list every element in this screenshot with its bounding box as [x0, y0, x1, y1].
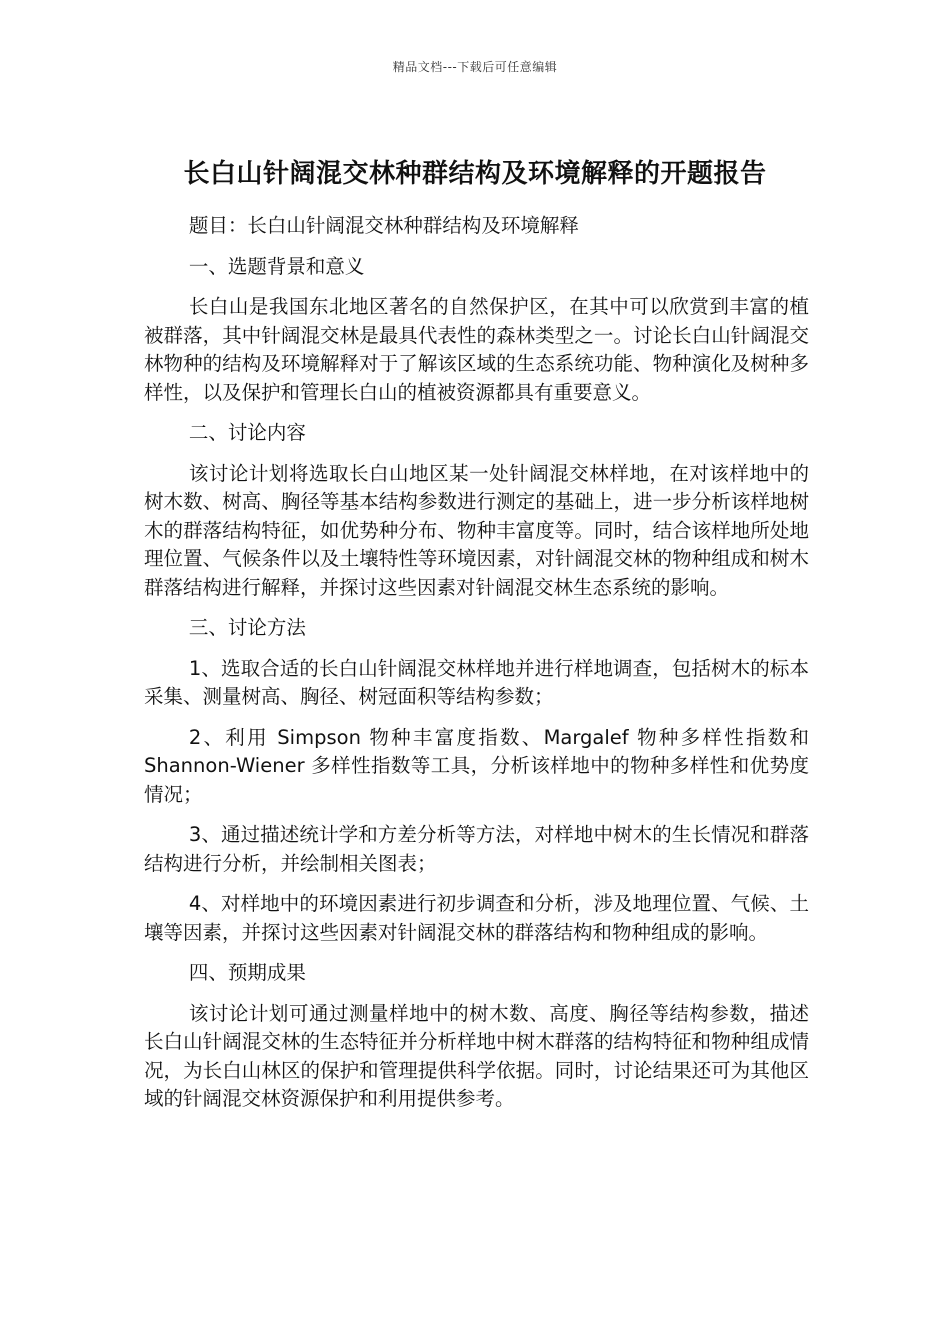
method-item-1: 1、选取合适的长白山针阔混交林样地并进行样地调查，包括树木的标本采集、测量树高、胸径、树冠面积等结构参数； [144, 656, 809, 708]
document-body [144, 212, 809, 1126]
method-item-2: 2、利用 Simpson 物种丰富度指数、Margalef 物种多样性指数和 Shannon-Wiener 多样性指数等工具，分析该样地中的物种多样性和优势度情况； [144, 725, 809, 806]
page-header-note: 精品文档---下载后可任意编辑 [392, 60, 558, 74]
section-heading-content: 二、讨论内容 [188, 421, 306, 444]
section-heading-background: 一、选题背景和意义 [188, 254, 365, 278]
section-heading-outcomes: 四、预期成果 [188, 961, 306, 984]
method-item-4: 4、对样地中的环境因素进行初步调查和分析，涉及地理位置、气候、土壤等因素，并探讨这些因素对针阔混交林的群落结构和物种组成的影响。 [144, 892, 809, 944]
paragraph-background: 长白山是我国东北地区著名的自然保护区，在其中可以欣赏到丰富的植被群落，其中针阔混交林是最具代表性的森林类型之一。讨论长白山针阔混交林物种的结构及环境解释对于了解该区域的生态系统功能、物种演化及树种多样性，以及保护和管理长白山的植被资源都具有重要意义。 [144, 295, 809, 404]
topic-line: 题目：长白山针阔混交林种群结构及环境解释 [188, 214, 579, 237]
document-title: 长白山针阔混交林种群结构及环境解释的开题报告 [183, 159, 767, 190]
section-heading-methods: 三、讨论方法 [188, 616, 306, 639]
method-item-3: 3、通过描述统计学和方差分析等方法，对样地中树木的生长情况和群落结构进行分析，并绘制相关图表； [144, 823, 809, 875]
paragraph-content: 该讨论计划将选取长白山地区某一处针阔混交林样地，在对该样地中的树木数、树高、胸径等基本结构参数进行测定的基础上，进一步分析该样地树木的群落结构特征，如优势种分布、物种丰富度等。同时，结合该样地所处地理位置、气候条件以及土壤特性等环境因素，对针阔混交林的物种组成和树木群落结构进行解释，并探讨这些因素对针阔混交林生态系统的影响。 [144, 461, 809, 599]
paragraph-outcomes: 该讨论计划可通过测量样地中的树木数、高度、胸径等结构参数，描述长白山针阔混交林的生态特征并分析样地中树木群落的结构特征和物种组成情况，为长白山林区的保护和管理提供科学依据。同时，讨论结果还可为其他区域的针阔混交林资源保护和利用提供参考。 [144, 1001, 809, 1110]
